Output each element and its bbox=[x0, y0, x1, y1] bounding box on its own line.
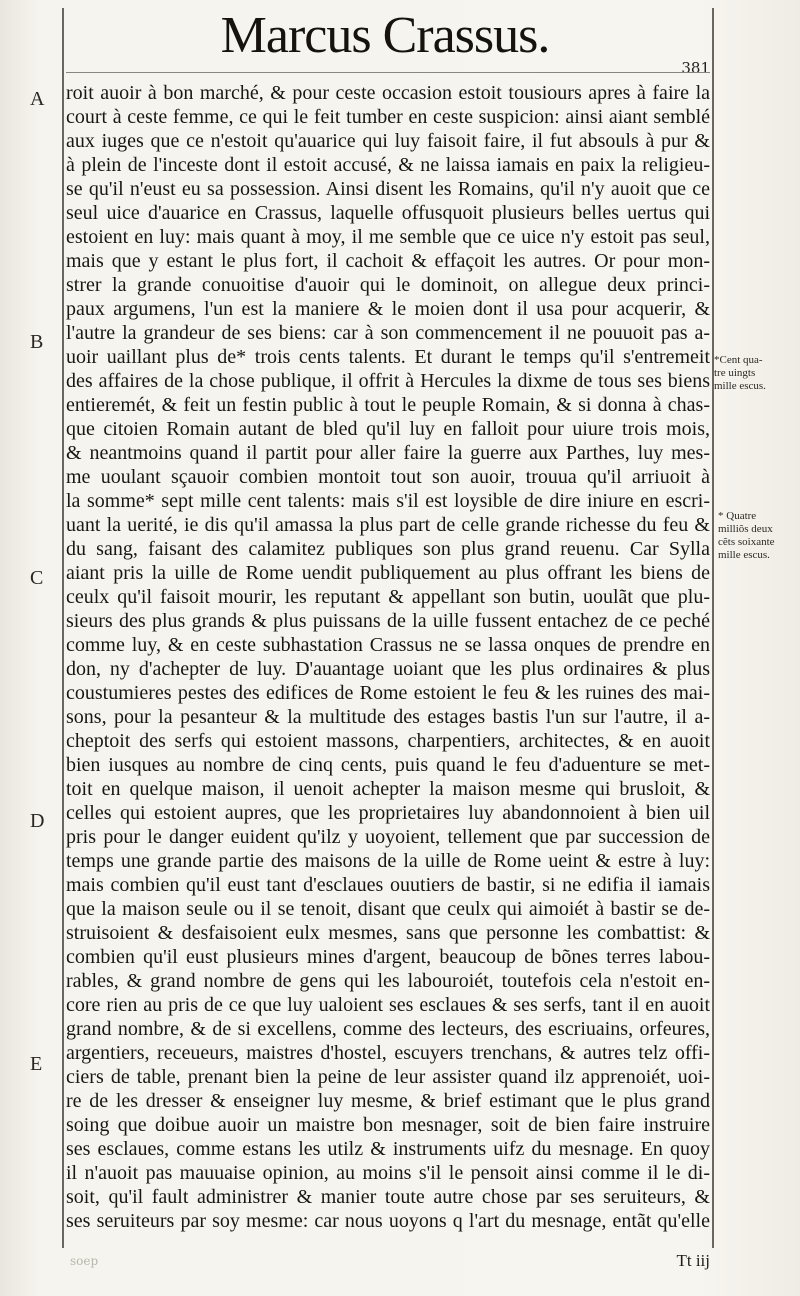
text-line: aiant pris la uille de Rome uendit publiquement au plus offrant les biens de bbox=[66, 562, 710, 584]
margin-note-quatre-millions bbox=[718, 510, 800, 562]
text-line: court à ceste femme, ce qui le feit tumber en ceste suspicion: ainsi aiant semblé bbox=[66, 106, 710, 128]
text-line: uant la uerité, ie dis qu'il amassa la plus part de celle grande richesse du feu & bbox=[66, 514, 710, 536]
text-line: uoir uaillant plus de* trois cents talents. Et durant le temps qu'il s'entremeit bbox=[66, 346, 710, 368]
text-line: rables, & grand nombre de gens qui les labouroiét, toutefois cela n'estoit en- bbox=[66, 970, 710, 992]
note-line: mille escus. bbox=[718, 549, 770, 561]
note-line: *Cent qua- bbox=[714, 354, 763, 366]
text-line: que citoien Romain autant de bled qu'il luy en falloit pour uiure trois mois, bbox=[66, 418, 710, 440]
text-line: se qu'il n'eust eu sa possession. Ainsi disent les Romains, qu'il n'y auoit que ce bbox=[66, 178, 710, 200]
text-line: estoient en luy: mais quant à moy, il me semble que ce uice n'y estoit pas seul, bbox=[66, 226, 710, 248]
section-letter-b: B bbox=[30, 331, 44, 353]
text-line: struisoient & desfaisoient eulx mesmes, sans que personne les combattist: & bbox=[66, 922, 710, 944]
note-line: * Quatre bbox=[718, 510, 757, 522]
section-letter-c: C bbox=[30, 567, 44, 589]
text-line: du sang, faisant des calamitez publiques son plus grand reuenu. Car Sylla bbox=[66, 538, 710, 560]
text-line: sieurs des plus grands & plus puissans de la uille fussent entachez de ce peché bbox=[66, 610, 710, 632]
text-line: celles qui estoient aupres, que les proprietaires luy abandonnoient à bien uil bbox=[66, 802, 710, 824]
text-line: temps une grande partie des maisons de la uille de Rome ueint & estre à luy: bbox=[66, 850, 710, 872]
text-line: don, ny d'achepter de luy. D'auantage uoiant que les plus ordinaires & plus bbox=[66, 658, 710, 680]
text-line: ciers de table, prenant bien la peine de leur assister quand ilz apprenoiét, uoi- bbox=[66, 1066, 710, 1088]
body-text bbox=[66, 80, 710, 1240]
note-line: milliõs deux bbox=[718, 523, 773, 535]
text-line: la somme* sept mille cent talents: mais s'il est loysible de dire iniure en escri- bbox=[66, 490, 710, 512]
text-line: roit auoir à bon marché, & pour ceste occasion estoit tousiours apres à faire la bbox=[66, 82, 710, 104]
text-line: il n'auoit pas mauuaise opinion, au moins s'il le pensoit ainsi comme il le di- bbox=[66, 1162, 710, 1184]
text-line: pris pour le danger euident qu'ilz y uoyoient, tellement que par succession de bbox=[66, 826, 710, 848]
text-line: me uoulant sçauoir combien montoit tout son auoir, trouua qu'il arriuoit à bbox=[66, 466, 710, 488]
section-letter-e: E bbox=[30, 1053, 43, 1075]
text-line: core rien au pris de ce que luy ualoient ses esclaues & ses serfs, tant il en auoit bbox=[66, 994, 710, 1016]
signature-mark: Tt iij bbox=[676, 1251, 710, 1270]
text-line: mais combien qu'il eust tant d'esclaues ouutiers de bastir, si ne edifia il iamais bbox=[66, 874, 710, 896]
running-title: Marcus Crassus. bbox=[220, 7, 550, 64]
text-line: argentiers, receueurs, maistres d'hostel, escuyers trenchans, & autres telz offi- bbox=[66, 1042, 710, 1064]
text-line: des affaires de la chose publique, il offrit à Hercules la dixme de tous ses biens bbox=[66, 370, 710, 392]
text-line: ses esclaues, comme estans les utilz & instruments uifz du mesnage. En quoy bbox=[66, 1138, 710, 1160]
bleed-through-mark: soep bbox=[70, 1254, 99, 1268]
text-line: aux iuges que ce n'estoit qu'auarice qui luy faisoit faire, il fut absouls à pur & bbox=[66, 130, 710, 152]
text-line: comme luy, & en ceste subhastation Crassus ne se lassa onques de prendre en bbox=[66, 634, 710, 656]
section-letter-a: A bbox=[30, 88, 45, 110]
text-line: ses seruiteurs par soy mesme: car nous uoyons q l'art du mesnage, entãt qu'elle bbox=[66, 1210, 710, 1232]
text-line: cheptoit des serfs qui estoient massons, charpentiers, architectes, & en auoit bbox=[66, 730, 710, 752]
note-line: cẽts soixante bbox=[718, 536, 775, 548]
right-frame-rule bbox=[712, 8, 714, 1248]
text-line: à plein de l'inceste dont il estoit accusé, & ne laissa iamais en paix la religieu- bbox=[66, 154, 710, 176]
note-line: mille escus. bbox=[714, 380, 766, 392]
text-line: ceulx qu'il faisoit mourir, les reputant & appellant son butin, uoulãt que plu- bbox=[66, 586, 710, 608]
header-rule bbox=[66, 72, 710, 73]
text-line: & neantmoins quand il partit pour aller faire la guerre aux Parthes, luy mes- bbox=[66, 442, 710, 464]
text-line: mais que y estant le plus fort, il cachoit & effaçoit les autres. Or pour mon- bbox=[66, 250, 710, 272]
text-line: grand nombre, & de si excellens, comme des lecteurs, des escriuains, orfeures, bbox=[66, 1018, 710, 1040]
text-line: soing que doibue auoir un maistre bon mesnager, soit de bien faire instruire bbox=[66, 1114, 710, 1136]
text-line: strer la grande conuoitise d'auoir qui le dominoit, on allegue deux princi- bbox=[66, 274, 710, 296]
left-frame-rule bbox=[62, 8, 64, 1248]
text-line: seul uice d'auarice en Crassus, laquelle offusquoit plusieurs belles uertus qui bbox=[66, 202, 710, 224]
text-line: combien qu'il eust plusieurs mines d'argent, beaucoup de bõnes terres labou- bbox=[66, 946, 710, 968]
text-line: re de les dresser & enseigner luy mesme, & brief estimant que le plus grand bbox=[66, 1090, 710, 1112]
text-line: entieremét, & feit un festin public à tout le peuple Romain, & si donna à chas- bbox=[66, 394, 710, 416]
text-line: coustumieres pestes des edifices de Rome estoient le feu & les ruines des mai- bbox=[66, 682, 710, 704]
note-line: tre uingts bbox=[714, 367, 756, 379]
text-line: toit en quelque maison, il uenoit achepter la maison mesme qui brusloit, & bbox=[66, 778, 710, 800]
section-letter-d: D bbox=[30, 810, 45, 832]
text-line: sons, pour la pesanteur & la multitude des estages bastis l'un sur l'autre, il a- bbox=[66, 706, 710, 728]
margin-note-cent-quatre-vingts bbox=[714, 354, 798, 393]
text-line: soit, qu'il fault administrer & manier toute autre chose par ses seruiteurs, & bbox=[66, 1186, 710, 1208]
text-line: que la maison seule ou il se tenoit, disant que ceulx qui aimoiét à bastir se de- bbox=[66, 898, 710, 920]
text-line: bien iusques au nombre de cinq cents, puis quand le feu d'aduenture se met- bbox=[66, 754, 710, 776]
text-line: l'autre la grandeur de ses biens: car à son commencement il ne pouuoit pas a- bbox=[66, 322, 710, 344]
page-number: 381 bbox=[681, 59, 710, 77]
text-line: paux argumens, l'un est la maniere & le moien dont il usa pour acquerir, & bbox=[66, 298, 710, 320]
